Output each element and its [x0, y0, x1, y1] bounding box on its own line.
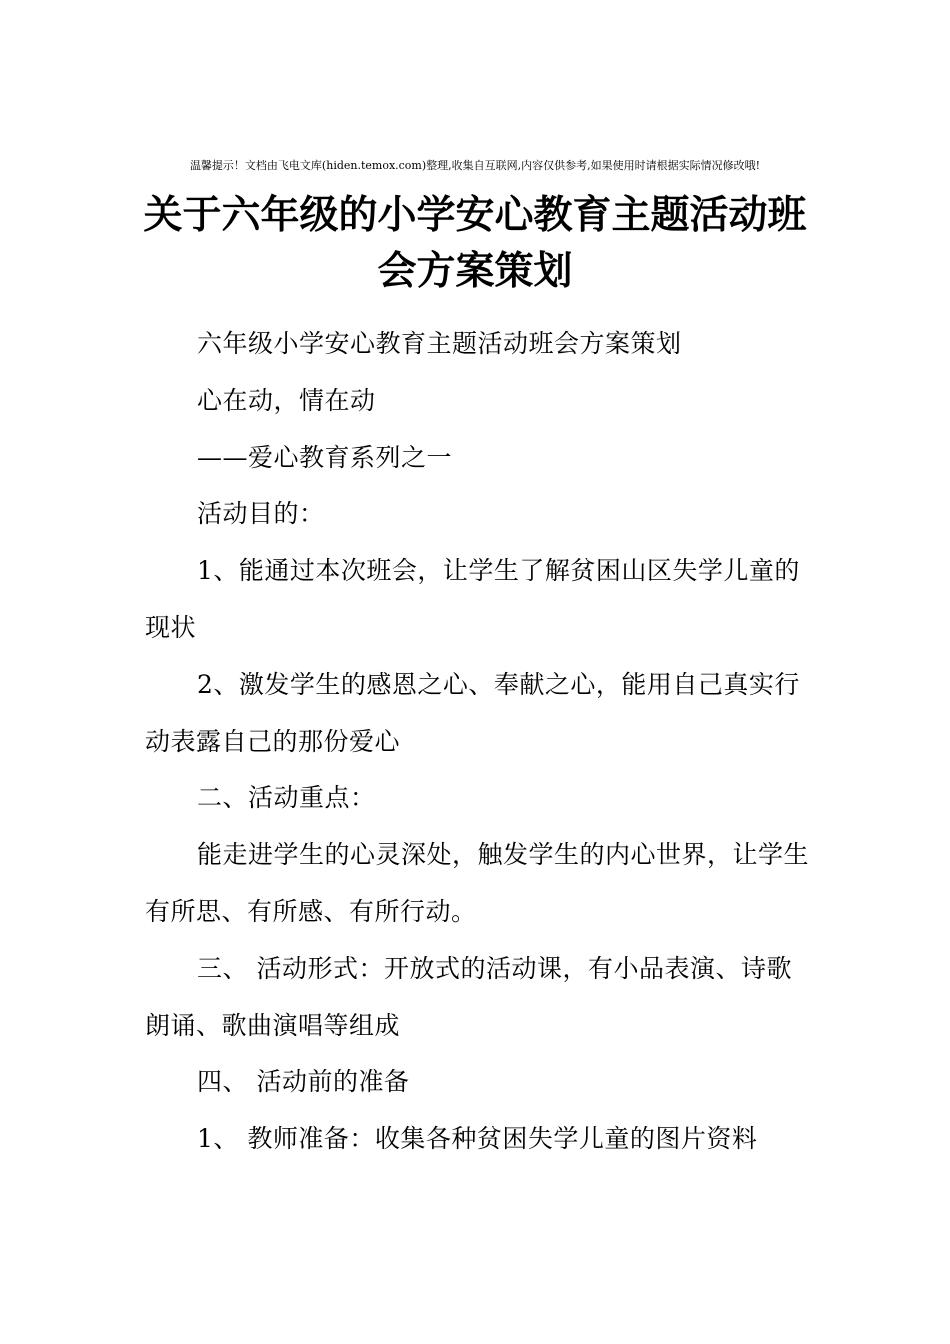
heading-preparation: 四、 活动前的准备 [197, 1067, 410, 1097]
paragraph-purpose-2: 2、激发学生的感恩之心、奉献之心，能用自己真实行动表露自己的那份爱心 [145, 669, 800, 756]
heading-activity-focus: 二、活动重点： [197, 783, 376, 813]
heading-activity-purpose: 活动目的： [197, 499, 325, 529]
paragraph-series: ——爱心教育系列之一 [197, 442, 453, 472]
paragraph-focus: 能走进学生的心灵深处，触发学生的内心世界，让学生有所思、有所感、有所行动。 [145, 840, 810, 926]
document-body [145, 316, 810, 1168]
paragraph-activity-form: 三、 活动形式：开放式的活动课，有小品表演、诗歌朗诵、歌曲演唱等组成 [145, 953, 792, 1040]
document-title: 关于六年级的小学安心教育主题活动班会方案策划 [143, 193, 807, 294]
header-notice: 温馨提示！文档由飞电文库(hiden.temox.com)整理,收集自互联网,内容仅供参考,如果使用时请根据实际情况修改哦! [189, 159, 761, 172]
paragraph-teacher-preparation: 1、 教师准备：收集各种贫困失学儿童的图片资料 [197, 1124, 758, 1154]
paragraph-purpose-1: 1、能通过本次班会，让学生了解贫困山区失学儿童的现状 [145, 556, 800, 642]
paragraph-subtitle: 六年级小学安心教育主题活动班会方案策划 [197, 329, 682, 358]
paragraph-slogan: 心在动，情在动 [197, 385, 376, 415]
